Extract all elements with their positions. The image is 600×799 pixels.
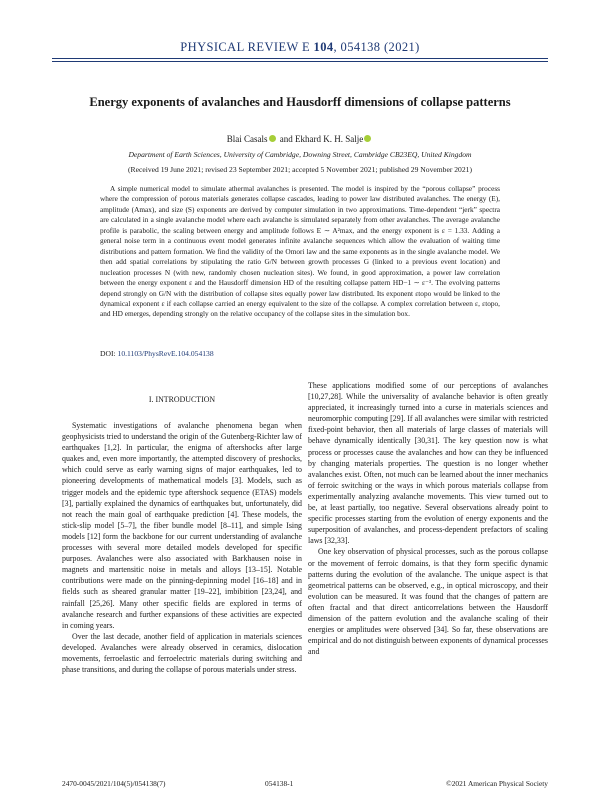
- paragraph: These applications modified some of our perceptions of avalanches [10,27,28]. While the universality of avalanche behavior is often greatly appreciated, it increasingly turned into a curse in materials sciences and neuromorphic computing [29]. If all avalanches were similar with restricted fixed-point behavior, then all materials of large classes of materials will behave dynamically identically [30,31]. The key question now is what process or processes cause the avalanches and how can they be influenced by changing materials properties. The question is no longer whether avalanches exist. Often, not much can be learned about the inner mechanics of ferroic switching or the ways in which porous materials collapse from experimentally analyzing avalanche movements. This view turned out to be, at least partially, too negative. Several observations already point to specific processes starting from the evolution of energy exponents and the superposition of avalanches, and process-dependent prefactors of scaling laws [32,33].: [308, 381, 548, 546]
- author-list: [0, 134, 600, 144]
- left-column: [62, 420, 302, 675]
- footer-issn: 2470-0045/2021/104(5)/054138(7): [62, 779, 166, 788]
- footer-page-number: 054138-1: [265, 779, 294, 788]
- author-name[interactable]: Ekhard K. H. Salje: [295, 134, 364, 144]
- paragraph: One key observation of physical processes, such as the porous collapse or the movement of ferroic domains, is that they form specific dynamic patterns during the evolution of the avalanche. The unique aspect is that geometrical patterns can be observed, e.g., in optical microscopy, and their evolution can be measured. It was found that the changes of pattern are often fractal and that direct anticorrelations between the Hausdorff dimension of the pattern evolution and the avalanche scaling of their energies or amplitudes were observed [34]. So far, these observations are empirical and do not distinguish between exponents of dynamical processes and: [308, 547, 548, 657]
- author-name[interactable]: Blai Casals: [226, 134, 268, 144]
- journal-name: PHYSICAL REVIEW E: [180, 40, 314, 54]
- paragraph: Systematic investigations of avalanche phenomena began when geophysicists tried to understand the origin of the Gutenberg-Richter law of earthquakes [1,2]. In particular, the enigma of aftershocks after large quakes and, even more importantly, the attempted discovery of preshocks, which could serve as early warning signs of major earthquakes, led to pioneering developments of mathematical models [3]. Models, such as trigger models and the epidemic type aftershock sequence (ETAS) models [3], partially explained the dynamics of earthquakes but, unfortunately, did not reach the main goal of earthquake prediction [4]. These models, the stick-slip model [5–7], the fiber bundle model [8–11], and simple Ising models [12] form the backbone for our current understanding of avalanche processes with several more detailed models developed for specific purposes. Avalanches were also associated with Barkhausen noise in magnets and martensitic noise in metals and alloys [13–15]. Notable contributions were made on the pinning-depinning model [16–18] and in fields such as sheared granular matter [19–22], imbibition [23,24], and rainfall [25,26]. Many other specific fields are explored in terms of avalanche research and further expansions of these activities are expected in coming years.: [62, 421, 302, 630]
- right-column: [308, 380, 548, 657]
- author-connector: and: [277, 134, 295, 144]
- paragraph: Over the last decade, another field of application in materials sciences developed. Avalanches were already observed in ceramics, dislocation movements, ferroelastic and ferroelectric materials during switching and phase transitions, and during the collapse of porous materials under stress.: [62, 631, 302, 675]
- journal-volume: 104: [313, 40, 334, 54]
- header-rule: [52, 58, 548, 59]
- affiliation: Department of Earth Sciences, University of Cambridge, Downing Street, Cambridge CB23EQ, United Kingdom: [128, 150, 472, 159]
- abstract: A simple numerical model to simulate athermal avalanches is presented. The model is inspired by the “porous collapse” process where the compression of porous materials generates collapse cascades, leading to power law distributed avalanches. The energy (E), amplitude (Amax), and size (S) exponents are derived by computer simulation in two approximations. Time-dependent “jerk” spectra are calculated in a single avalanche model where each avalanche is simulated separately from other avalanches. The average avalanche profile is parabolic, the scaling between energy and amplitude follows E ∼ A²max, and the energy exponent is ε = 1.33. Adding a general noise term in a continuous event model generates infinite avalanche sequences which allow the evaluation of waiting time distributions and pattern formation. We find the validity of the Omori law and the same exponents as in the single avalanche model. We then add spatial correlations by stipulating the ratio G/N between growth processes G (linked to a previous event location) and nucleation processes N (with new, randomly chosen nucleation sites). We found, in good approximation, a power law correlation between the energy exponent ε and the Hausdorff dimension HD of the resulting collapse pattern HD−1 ∼ ε⁻³. The evolving patterns depend strongly on G/N with the distribution of collapse sites equally power law distributed. Its exponent εtopo would be linked to the dynamical exponent ε if each collapse carried an energy equivalent to the size of the collapse. A complex correlation between ε, εtopo, and HD emerges, depending strongly on the relative occupancy of the collapse sites in the simulation box.: [100, 184, 500, 319]
- doi-link[interactable]: 10.1103/PhysRevE.104.054138: [117, 349, 214, 358]
- footer-copyright: ©2021 American Physical Society: [446, 779, 548, 788]
- publication-dates: (Received 19 June 2021; revised 23 September 2021; accepted 5 November 2021; published 29 November 2021): [128, 165, 472, 174]
- journal-header: [0, 40, 600, 55]
- header-rule-secondary: [52, 61, 548, 62]
- doi-line: [100, 349, 214, 358]
- article-info: , 054138 (2021): [333, 40, 420, 54]
- orcid-icon[interactable]: [269, 135, 276, 142]
- orcid-icon[interactable]: [364, 135, 371, 142]
- doi-label: DOI:: [100, 349, 118, 358]
- paper-title: Energy exponents of avalanches and Hausdorff dimensions of collapse patterns: [89, 95, 511, 109]
- section-heading: I. INTRODUCTION: [148, 395, 216, 404]
